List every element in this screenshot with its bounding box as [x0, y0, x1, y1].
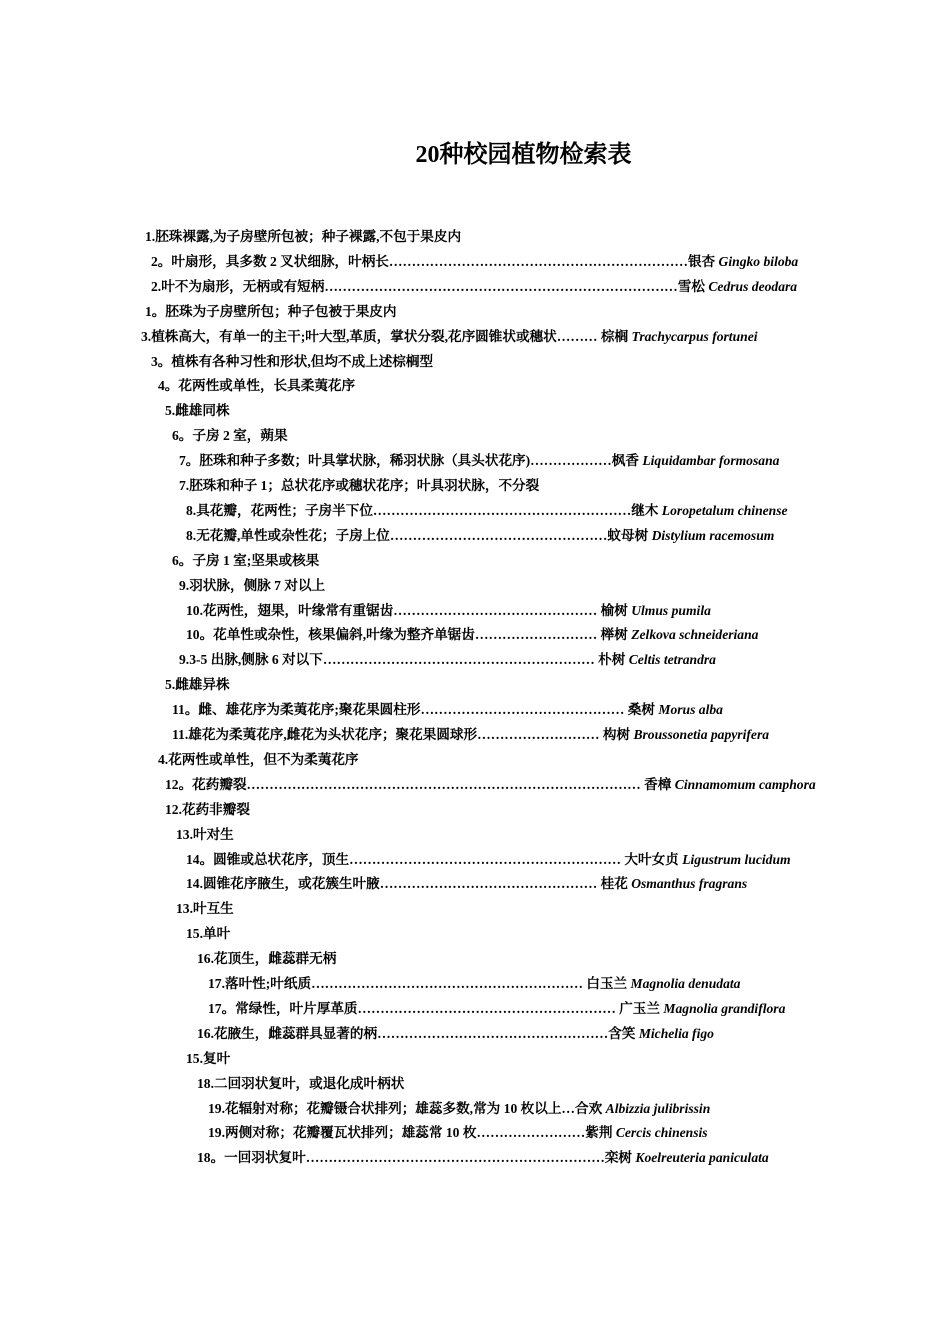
- key-entry-text: 3。植株有各种习性和形状,但均不成上述棕榈型: [151, 353, 434, 369]
- page-title: 20种校园植物检索表: [415, 142, 632, 168]
- key-entry: [158, 751, 359, 769]
- key-entry: [141, 328, 758, 346]
- latin-name: Broussonetia papyrifera: [633, 727, 770, 742]
- key-entry: [165, 776, 816, 794]
- key-entry-text: 5.雌雄异株: [165, 677, 230, 693]
- latin-name: Cedrus deodara: [708, 278, 798, 294]
- key-entry: [151, 253, 798, 271]
- key-entry-text: 15.单叶: [186, 926, 231, 942]
- key-entry-text: 11。雌、雄花序为柔荑花序;聚花果圆柱形……………………………………… 桑树: [172, 702, 655, 718]
- key-entry: [172, 427, 288, 445]
- key-entry: [151, 353, 433, 371]
- key-entry-text: 8.具花瓣，花两性；子房半下位…………………………………………………继木: [186, 502, 659, 518]
- key-entry-text: 1.胚珠裸露,为子房壁所包被；种子裸露,不包于果皮内: [145, 229, 462, 244]
- latin-name: Trachycarpus fortunei: [631, 328, 758, 344]
- key-entry-text: 5.雌雄同株: [165, 403, 230, 419]
- latin-name: Cinnamomum camphora: [674, 776, 816, 792]
- key-entry-text: 14。圆锥或总状花序，顶生…………………………………………………… 大叶女贞: [186, 851, 679, 867]
- key-entry: [179, 452, 779, 470]
- key-entry: [197, 950, 336, 968]
- key-entry: [186, 602, 711, 620]
- latin-name: Loropetalum chinense: [661, 502, 788, 518]
- key-entry-text: 12。花药瓣裂…………………………………………………………………………… 香樟: [165, 776, 672, 792]
- key-entry-text: 1。胚珠为子房壁所包；种子包被于果皮内: [145, 303, 397, 319]
- key-entry-text: 10.花两性，翅果，叶缘常有重锯齿……………………………………… 榆树: [186, 602, 628, 618]
- key-entry: [179, 577, 325, 595]
- key-entry: [197, 1075, 404, 1093]
- key-entry-text: 18。一回羽状复叶…………………………………………………………栾树: [197, 1150, 632, 1166]
- key-entry-text: 2.叶不为扇形，无柄或有短柄……………………………………………………………………雪松: [151, 278, 705, 294]
- key-entry: [186, 1050, 230, 1068]
- key-entry: [179, 651, 716, 669]
- key-entry: [145, 228, 461, 246]
- key-entry: [165, 676, 230, 694]
- key-entry-text: 3.植株高大，有单一的主干;叶大型,革质，掌状分裂,花序圆锥状或穗状……… 棕榈: [141, 328, 629, 344]
- latin-name: Koelreuteria paniculata: [635, 1150, 769, 1166]
- key-entry-text: 7。胚珠和种子多数；叶具掌状脉，稀羽状脉（具头状花序)………………枫香: [179, 453, 639, 469]
- latin-name: Cercis chinensis: [615, 1125, 708, 1141]
- key-entry: [208, 975, 740, 993]
- key-entry-text: 10。花单性或杂性，核果偏斜,叶缘为整齐单锯齿……………………… 榉树: [186, 627, 628, 643]
- key-entry: [186, 925, 230, 943]
- key-entry-text: 18.二回羽状复叶，或退化成叶柄状: [197, 1075, 405, 1091]
- key-entry: [158, 377, 355, 395]
- key-entry-text: 19.花辐射对称；花瓣镊合状排列；雄蕊多数,常为 10 枚以上…合欢: [208, 1100, 603, 1116]
- key-entry-text: 11.雄花为柔荑花序,雌花为头状花序；聚花果圆球形……………………… 构树: [172, 727, 631, 742]
- key-entry: [172, 552, 319, 570]
- key-entry: [176, 900, 234, 918]
- key-entry-text: 17.落叶性;叶纸质…………………………………………………… 白玉兰: [208, 976, 628, 991]
- key-entry: [208, 1000, 785, 1018]
- key-entry: [165, 801, 250, 819]
- key-entry-text: 19.两侧对称；花瓣覆瓦状排列；雄蕊常 10 枚……………………紫荆: [208, 1125, 613, 1141]
- key-entry: [186, 502, 788, 520]
- latin-name: Michelia figo: [638, 1025, 714, 1041]
- key-entry: [186, 851, 791, 869]
- key-entry: [186, 875, 747, 893]
- key-entry-text: 13.叶对生: [176, 826, 234, 842]
- latin-name: Liquidambar formosana: [642, 453, 780, 469]
- key-entry-text: 15.复叶: [186, 1050, 231, 1066]
- latin-name: Ulmus pumila: [631, 602, 711, 618]
- key-entry-text: 4。花两性或单性，长具柔荑花序: [158, 378, 356, 394]
- latin-name: Albizzia julibrissin: [605, 1100, 711, 1116]
- key-entry-text: 14.圆锥花序腋生，或花簇生叶腋………………………………………… 桂花: [186, 876, 628, 892]
- latin-name: Zelkova schneideriana: [631, 627, 759, 643]
- key-entry: [197, 1025, 714, 1043]
- key-entry: [208, 1100, 710, 1118]
- key-entry-text: 16.花顶生，雌蕊群无柄: [197, 951, 337, 967]
- latin-name: Osmanthus fragrans: [631, 876, 748, 892]
- key-entry-text: 16.花腋生，雌蕊群具显著的柄……………………………………………含笑: [197, 1025, 636, 1041]
- key-entry: [145, 303, 396, 321]
- latin-name: Distylium racemosum: [651, 527, 775, 543]
- key-entry-text: 2。叶扇形，具多数 2 叉状细脉，叶柄长…………………………………………………………银杏: [151, 253, 716, 269]
- key-entry-text: 9.羽状脉，侧脉 7 对以上: [179, 577, 326, 593]
- key-entry: [186, 626, 758, 644]
- latin-name: Celtis tetrandra: [628, 652, 716, 668]
- latin-name: Gingko biloba: [718, 253, 799, 269]
- key-entry: [197, 1149, 769, 1167]
- key-entry-text: 4.花两性或单性，但不为柔荑花序: [158, 751, 359, 767]
- latin-name: Magnolia denudata: [630, 976, 741, 991]
- key-entry-text: 8.无花瓣,单性或杂性花；子房上位…………………………………………蚊母树: [186, 527, 649, 543]
- key-entry: [165, 402, 230, 420]
- latin-name: Morus alba: [658, 702, 723, 718]
- key-entry-text: 13.叶互生: [176, 901, 234, 917]
- key-entry-text: 17。常绿性，叶片厚革质………………………………………………… 广玉兰: [208, 1000, 660, 1016]
- key-entry-text: 12.花药非瓣裂: [165, 801, 250, 817]
- key-entry-text: 6。子房 2 室，蒴果: [172, 428, 288, 444]
- key-entry-text: 6。子房 1 室;坚果或核果: [172, 552, 320, 568]
- latin-name: Ligustrum lucidum: [682, 851, 791, 867]
- key-entry: [151, 278, 797, 296]
- key-entry: [172, 701, 723, 719]
- key-entry: [172, 726, 769, 744]
- key-entry-text: 7.胚珠和种子 1；总状花序或穗状花序；叶具羽状脉，不分裂: [179, 478, 540, 493]
- key-entry-text: 9.3-5 出脉,侧脉 6 对以下…………………………………………………… 朴树: [179, 652, 626, 668]
- key-entry: [186, 527, 774, 545]
- key-entry: [179, 477, 539, 495]
- latin-name: Magnolia grandiflora: [663, 1000, 786, 1016]
- key-entry: [176, 826, 234, 844]
- key-entry: [208, 1124, 708, 1142]
